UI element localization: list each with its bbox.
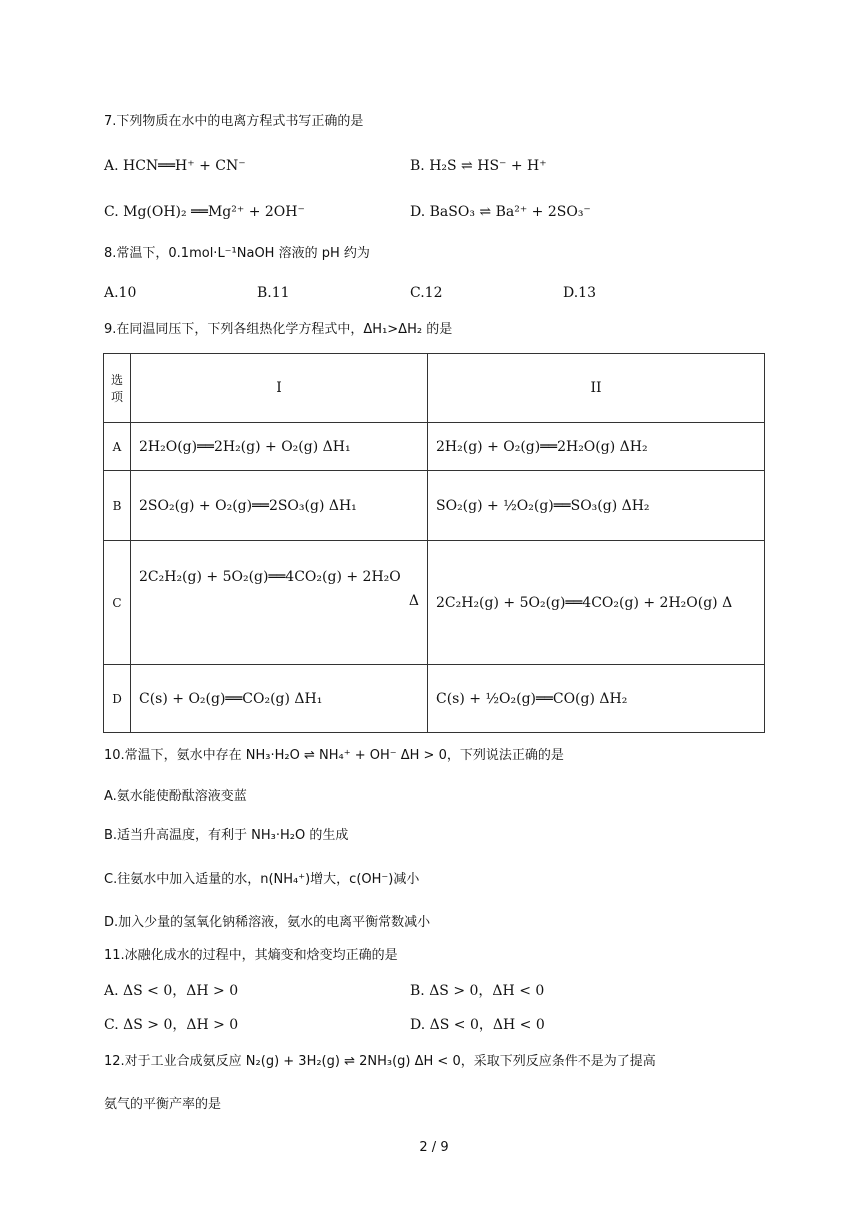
q10-option-d: D.加入少量的氢氧化钠稀溶液，氨水的电离平衡常数减小 [104, 915, 431, 930]
q11-option-a: A. ΔS < 0，ΔH > 0 [104, 983, 239, 999]
q10-option-a: A.氨水能使酚酞溶液变蓝 [104, 789, 247, 804]
q9-row-c-eq1-text: 2C₂H₂(g) + 5O₂(g)══4CO₂(g) + 2H₂O [139, 569, 401, 585]
q11-option-d: D. ΔS < 0，ΔH < 0 [410, 1017, 545, 1033]
q9-header-ii: II [428, 354, 765, 423]
q9-row-a-label: A [104, 423, 131, 471]
q9-row-c-eq1-delta: Δ [408, 593, 419, 609]
q9-row-c [104, 541, 765, 665]
q7-option-a: A. HCN══H⁺ + CN⁻ [104, 158, 246, 174]
q7-stem: 7.下列物质在水中的电离方程式书写正确的是 [104, 114, 364, 129]
q9-table [103, 353, 765, 733]
q8-stem: 8.常温下，0.1mol·L⁻¹NaOH 溶液的 pH 约为 [104, 246, 370, 261]
q9-row-c-eq2: 2C₂H₂(g) + 5O₂(g)══4CO₂(g) + 2H₂O(g) Δ [428, 541, 765, 665]
q8-option-c: C.12 [410, 285, 443, 301]
q9-row-d-eq2: C(s) + ½O₂(g)══CO(g) ΔH₂ [428, 665, 765, 733]
q10-option-b: B.适当升高温度，有利于 NH₃·H₂O 的生成 [104, 828, 349, 843]
q9-row-c-label: C [104, 541, 131, 665]
q8-option-b: B.11 [257, 285, 290, 301]
q9-row-b-eq2: SO₂(g) + ½O₂(g)══SO₃(g) ΔH₂ [428, 471, 765, 541]
q7-option-b: B. H₂S ⇌ HS⁻ + H⁺ [410, 158, 547, 174]
q9-header-option: 选项 [104, 354, 131, 423]
q9-row-d-label: D [104, 665, 131, 733]
q9-row-a-eq1: 2H₂O(g)══2H₂(g) + O₂(g) ΔH₁ [131, 423, 428, 471]
q7-option-c: C. Mg(OH)₂ ══Mg²⁺ + 2OH⁻ [104, 204, 305, 220]
q9-row-b-label: B [104, 471, 131, 541]
q9-header-i: I [131, 354, 428, 423]
q9-row-b [104, 471, 765, 541]
q9-row-d-eq1: C(s) + O₂(g)══CO₂(g) ΔH₁ [131, 665, 428, 733]
q10-stem: 10.常温下，氨水中存在 NH₃·H₂O ⇌ NH₄⁺ + OH⁻ ΔH > 0，下列说法正确的是 [104, 748, 564, 763]
q7-option-d: D. BaSO₃ ⇌ Ba²⁺ + 2SO₃⁻ [410, 204, 591, 220]
q12-stem: 12.对于工业合成氨反应 N₂(g) + 3H₂(g) ⇌ 2NH₃(g) ΔH < 0，采取下列反应条件不是为了提高 [104, 1054, 656, 1069]
q8-option-d: D.13 [563, 285, 596, 301]
q11-option-c: C. ΔS > 0，ΔH > 0 [104, 1017, 239, 1033]
q10-option-c: C.往氨水中加入适量的水，n(NH₄⁺)增大，c(OH⁻)减小 [104, 872, 420, 887]
q12-stem-cont: 氨气的平衡产率的是 [104, 1097, 222, 1112]
q9-row-d [104, 665, 765, 733]
q9-row-c-eq1 [131, 541, 428, 665]
q9-row-a [104, 423, 765, 471]
q11-option-b: B. ΔS > 0，ΔH < 0 [410, 983, 545, 999]
q11-stem: 11.冰融化成水的过程中，其熵变和焓变均正确的是 [104, 948, 398, 963]
q9-header-row [104, 354, 765, 423]
q8-option-a: A.10 [104, 285, 137, 301]
q9-row-b-eq1: 2SO₂(g) + O₂(g)══2SO₃(g) ΔH₁ [131, 471, 428, 541]
q9-row-a-eq2: 2H₂(g) + O₂(g)══2H₂O(g) ΔH₂ [428, 423, 765, 471]
q9-stem: 9.在同温同压下，下列各组热化学方程式中，ΔH₁>ΔH₂ 的是 [104, 322, 453, 337]
page-number: 2 / 9 [419, 1140, 449, 1155]
